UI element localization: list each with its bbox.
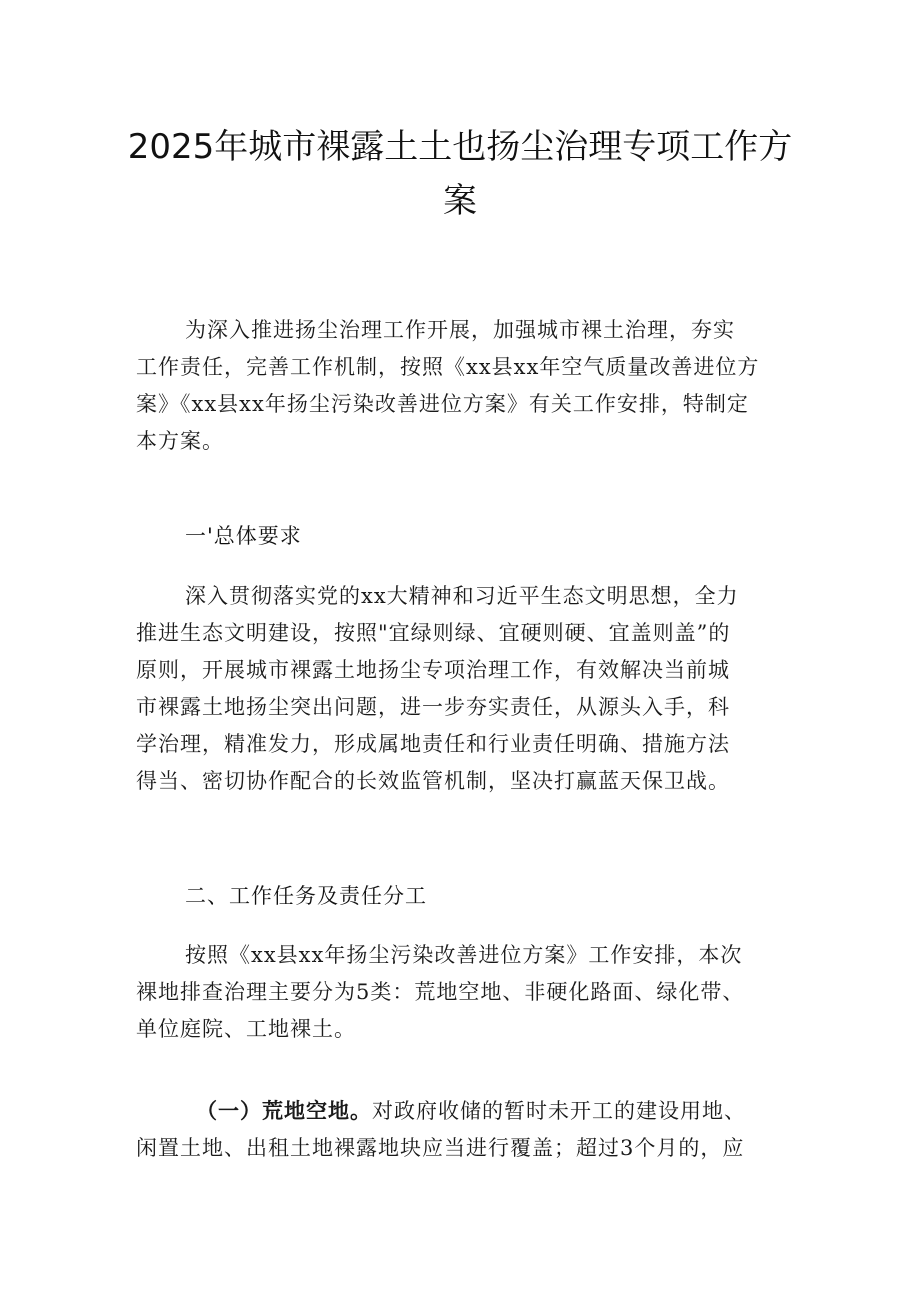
section-2-line-2: 裸地排查治理主要分为5类：荒地空地、非硬化路面、绿化带、 — [136, 980, 745, 1004]
section-1-line-3: 原则，开展城市裸露土地扬尘专项治理工作，有效解决当前城 — [136, 658, 730, 682]
section-2-heading: 二、工作任务及责任分工 — [185, 884, 427, 908]
intro-line-2: 工作责任，完善工作机制，按照《xx县xx年空气质量改善进位方 — [136, 355, 760, 379]
section-1-line-2: 推进生态文明建设，按照"宜绿则绿、宜硬则硬、宜盖则盖”的 — [136, 621, 731, 645]
section-1-line-1: 深入贯彻落实党的xx大精神和习近平生态文明思想，全力 — [185, 584, 739, 608]
intro-line-4: 本方案。 — [136, 429, 224, 453]
section-1-paragraph — [136, 578, 786, 800]
intro-paragraph — [136, 312, 786, 460]
item-1-line-1-text: 对政府收储的暂时未开工的建设用地、 — [372, 1099, 746, 1123]
section-1-line-6: 得当、密切协作配合的长效监管机制，坚决打赢蓝天保卫战。 — [136, 769, 730, 793]
section-1-line-5: 学治理，精准发力，形成属地责任和行业责任明确、措施方法 — [136, 732, 730, 756]
intro-line-1: 为深入推进扬尘治理工作开展，加强城市裸土治理，夯实 — [185, 318, 735, 342]
section-1-line-4: 市裸露土地扬尘突出问题，进一步夯实责任，从源头入手，科 — [136, 695, 730, 719]
item-1-label: （一）荒地空地。 — [196, 1099, 372, 1123]
section-2-line-3: 单位庭院、工地裸土。 — [136, 1017, 356, 1041]
item-1-line-2: 闲置土地、出租土地裸露地块应当进行覆盖；超过3个月的，应 — [136, 1136, 745, 1160]
item-1-line-1 — [136, 1093, 786, 1130]
section-2-line-1: 按照《xx县xx年扬尘污染改善进位方案》工作安排，本次 — [185, 943, 743, 967]
item-1-paragraph — [136, 1093, 786, 1167]
section-1-heading: 一'总体要求 — [185, 524, 302, 548]
document-title-line-2: 案 — [443, 181, 477, 221]
document-title-line-1: 2025年城市裸露土土也扬尘治理专项工作方 — [127, 127, 793, 167]
section-2-paragraph — [136, 937, 786, 1048]
intro-line-3: 案》《xx县xx年扬尘污染改善进位方案》有关工作安排，特制定 — [136, 392, 749, 416]
